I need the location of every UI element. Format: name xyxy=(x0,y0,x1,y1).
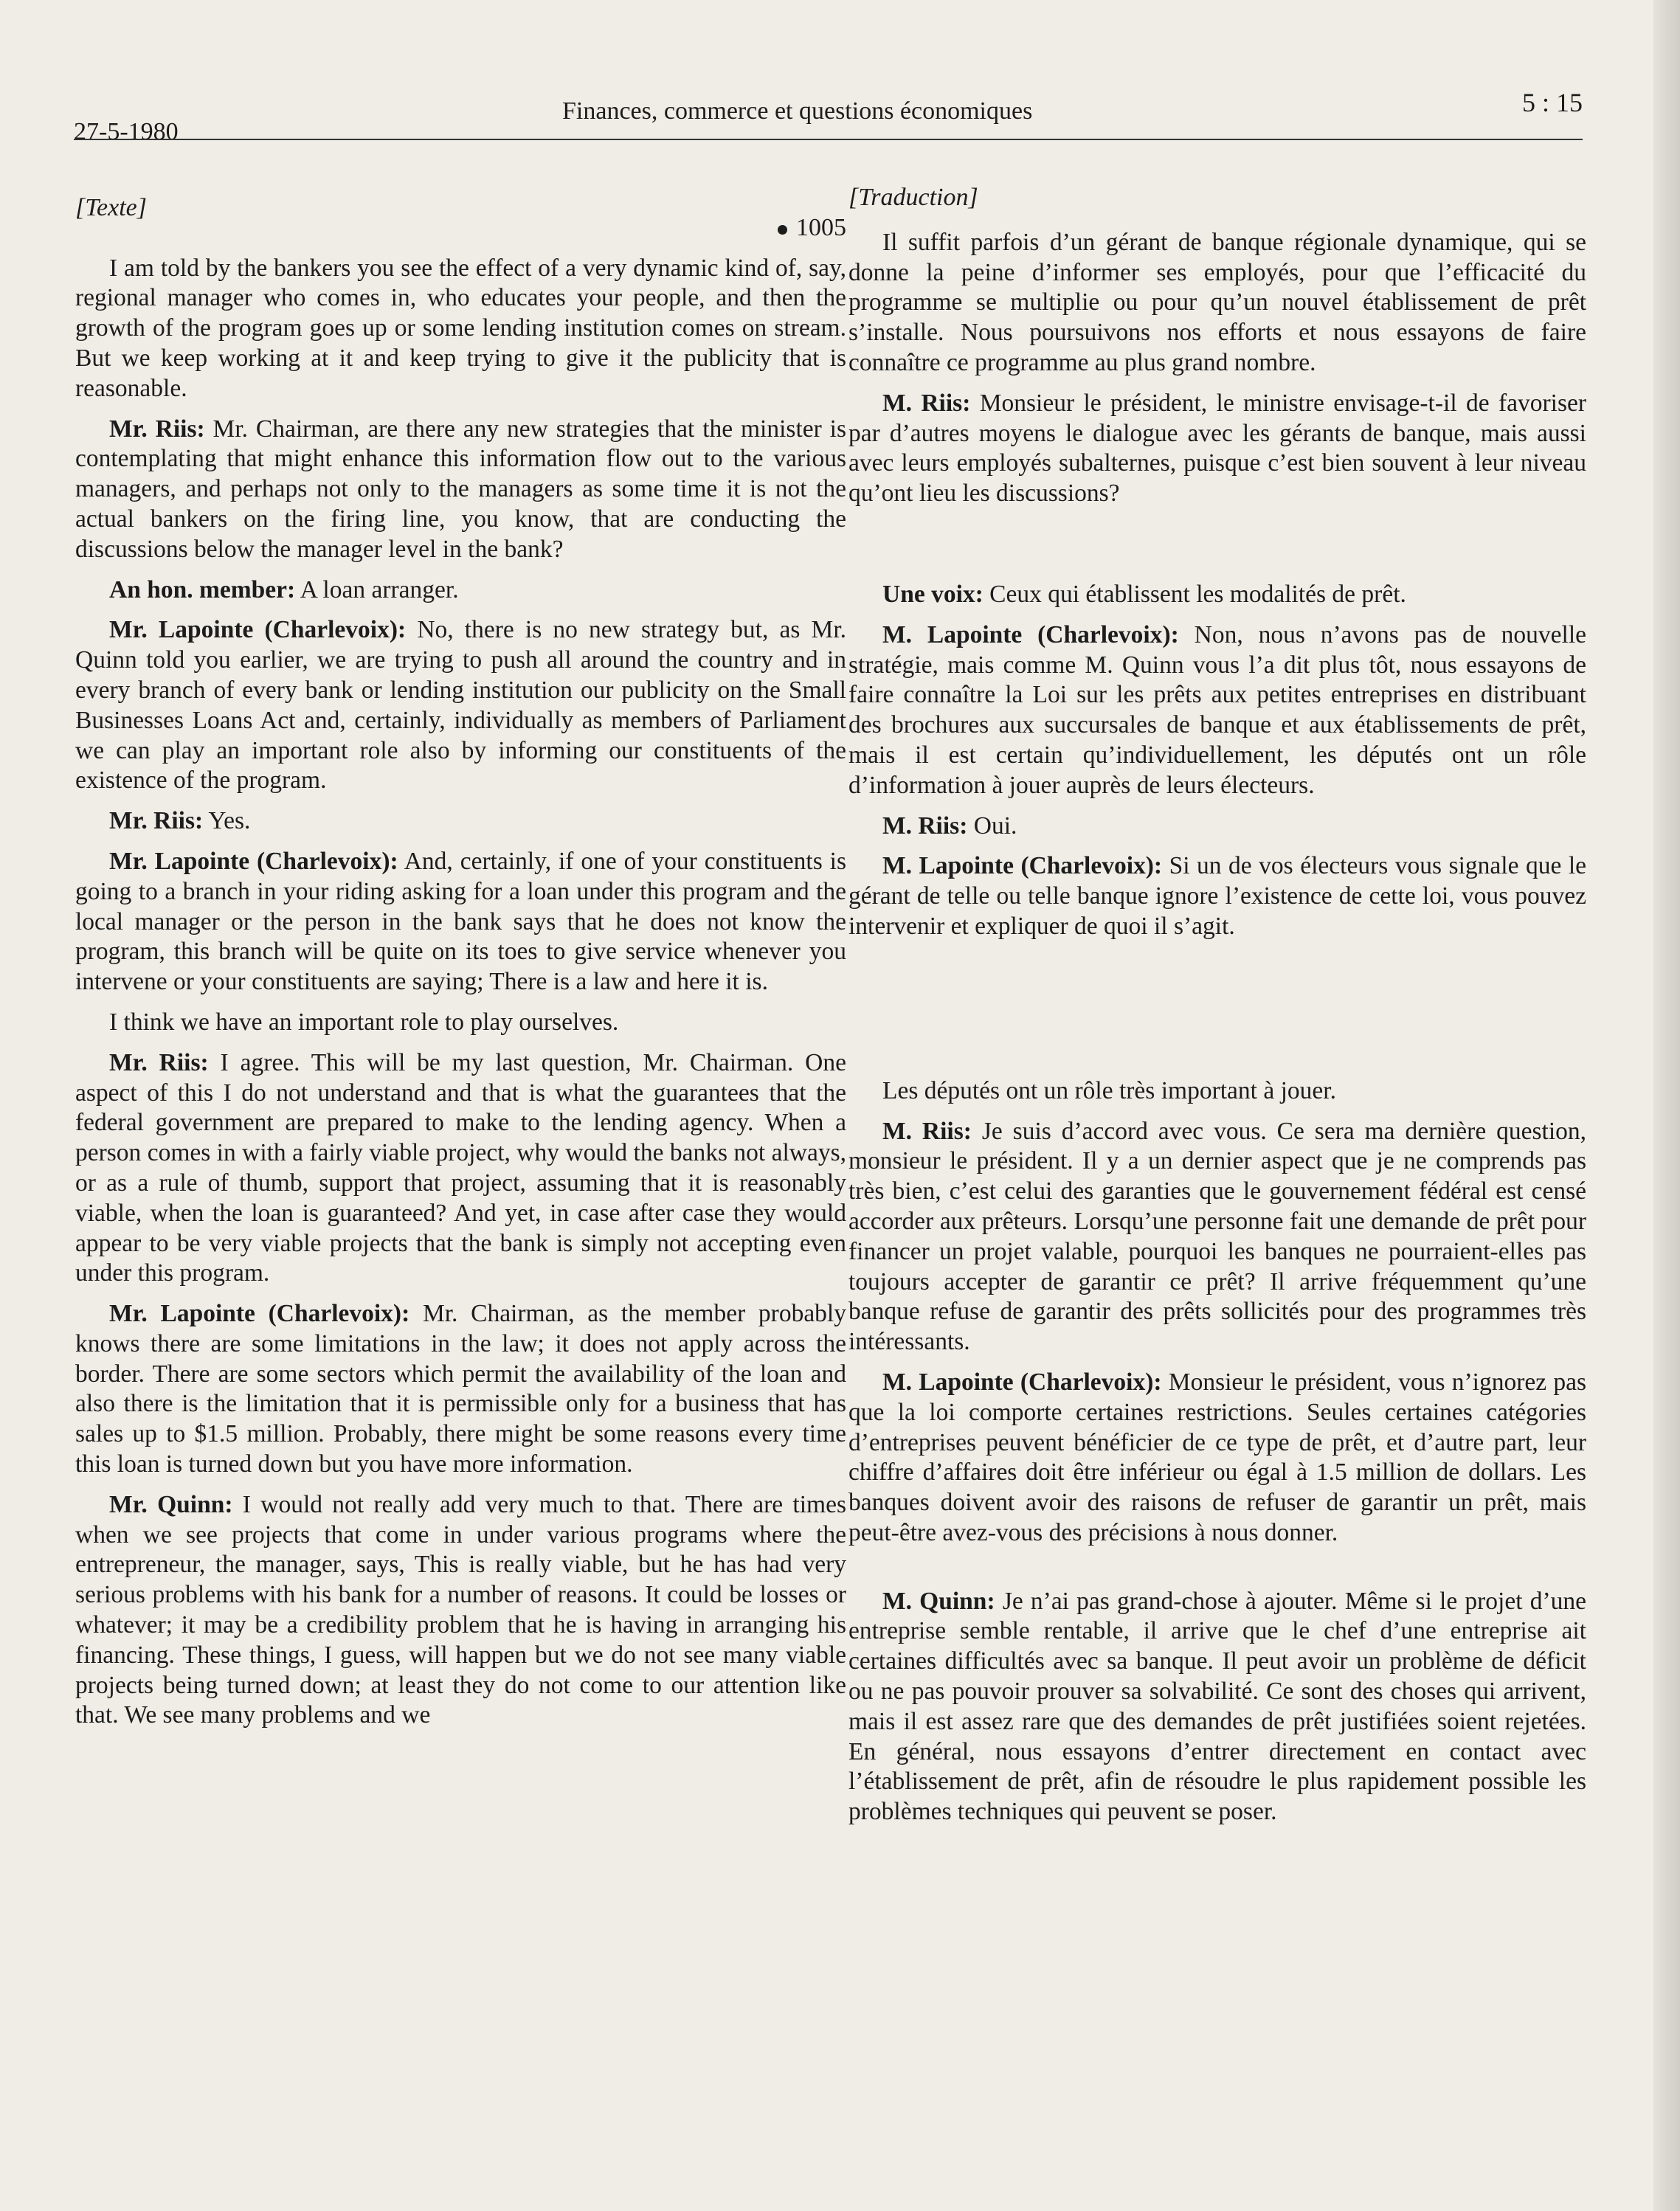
paragraph-text: I am told by the bankers you see the effect of a very dynamic kind of, say, regional manager who comes in, who educates your people, and then the growth of the program goes up or some lending institution comes on stream. But we keep working at it and keep trying to give it the publicity that is reasonable. xyxy=(75,254,846,402)
speaker-name: Mr. Lapointe (Charlevoix): xyxy=(109,847,398,875)
page-header xyxy=(74,87,1583,146)
paragraph-text: Monsieur le président, le ministre envisage-t-il de favoriser par d’autres moyens le dialogue avec les gérants de banque, mais aussi avec leurs employés subalternes, puisque c’est bien souvent à leur niveau qu’ont lieu les discussions? xyxy=(848,389,1587,508)
spacer xyxy=(848,519,1586,580)
paragraph-text: Je n’ai pas grand-chose à ajouter. Même si le projet d’une entreprise semble rentable, il arrive que le chef d’une entreprise ait certaines difficultés avec sa banque. Il peut avoir un problème de déficit ou ne pas pouvoir prouver sa solvabilité. Ce sont des choses qui arrivent, mais il est assez rare que des demandes de prêt justifiées soient rejetées. En général, nous essayons d’entrer directement en contact avec l’établissement de prêt, afin de résoudre le plus rapidement possible les problèmes techniques qui peuvent se poser. xyxy=(848,1587,1586,1826)
header-title: Finances, commerce et questions économiques xyxy=(562,97,1033,125)
bullet-icon xyxy=(778,225,787,235)
paragraph-text: Non, nous n’avons pas de nouvelle stratégie, mais comme M. Quinn vous l’a dit plus tôt, nous essayons de faire connaître la Loi sur les prêts aux petites entreprises en distribuant des brochures aux succursales de banque et aux établissements de prêt, mais il est certain qu’individuellement, les députés ont un rôle d’information à jouer auprès de leurs électeurs. xyxy=(848,620,1586,799)
paragraph-text: And, certainly, if one of your constituents is going to a branch in your riding asking for a loan under this program and the local manager or the person in the bank says that he does not know the program, this branch will be quite on its toes to give service whenever you intervene or your constituents are saying; There is a law and here it is. xyxy=(75,847,847,996)
page-edge-shadow xyxy=(1653,0,1680,2211)
timestamp-text: 1005 xyxy=(796,213,846,241)
paragraph xyxy=(848,1076,1586,1107)
speaker-name: Mr. Riis: xyxy=(109,807,204,835)
spacer xyxy=(848,1559,1586,1587)
french-block-2 xyxy=(848,580,1586,942)
paragraph-text: Mr. Chairman, as the member probably knows there are some limitations in the law; it does not apply across the border. There are some sectors which permit the availability of the loan and also there is the limitation that it is permissible only for a business that has sales up to $1.5 million. Probably, there might be some reasons every time this loan is turned down but you have more information. xyxy=(75,1300,846,1478)
paragraph-text: I agree. This will be my last question, Mr. Chairman. One aspect of this I do not understand and that is what the guarantees that the federal government are prepared to make to the lending agency. When a person comes in with a fairly viable project, why would the banks not always, or as a rule of thumb, support that project, assuming that it is reasonably viable, when the loan is guaranteed? And yet, in case after case they would appear to be very viable projects that the bank is simply not accepting even under this program. xyxy=(75,1048,846,1287)
paragraph xyxy=(75,615,846,796)
speaker-name: Mr. Riis: xyxy=(109,1048,209,1076)
column-french xyxy=(848,183,1586,1838)
paragraph-text: I think we have an important role to play ourselves. xyxy=(109,1008,619,1036)
paragraph xyxy=(848,620,1586,801)
section-label-traduction: [Traduction] xyxy=(848,184,978,211)
speaker-name: M. Lapointe (Charlevoix): xyxy=(882,1368,1162,1396)
paragraph xyxy=(848,580,1586,610)
speaker-name: Mr. Lapointe (Charlevoix): xyxy=(109,616,407,644)
speaker-name: An hon. member: xyxy=(109,575,296,603)
paragraph xyxy=(848,851,1586,941)
paragraph-text: A loan arranger. xyxy=(300,575,459,603)
english-paragraphs xyxy=(75,254,846,1731)
header-rule xyxy=(74,139,1583,140)
speaker-name: M. Lapointe (Charlevoix): xyxy=(882,852,1163,880)
paragraph-text: Monsieur le président, vous n’ignorez pas que la loi comporte certaines restrictions. Seules certaines catégories d’entreprises peuvent bénéficier de ce type de prêt, et d’autre part, leur chiffre d’affaires doit être inférieur ou égal à 1.5 million de dollars. Les banques doivent avoir des raisons de refuser de garantir un prêt, mais peut-être avez-vous des précisions à nous donner. xyxy=(848,1368,1586,1546)
paragraph-text: Il suffit parfois d’un gérant de banque régionale dynamique, qui se donne la peine d’informer ses employés, pour que l’efficacité du programme se multiplie ou pour qu’un nouvel établissement de prêt s’installe. Nous poursuivons nos efforts et nous essayons de faire connaître ce programme au plus grand nombre. xyxy=(848,228,1586,376)
paragraph xyxy=(75,1299,846,1480)
paragraph xyxy=(75,1048,846,1289)
paragraph-text: Oui. xyxy=(973,812,1017,840)
section-label-texte: [Texte] xyxy=(75,194,147,221)
paragraph xyxy=(75,575,846,606)
spacer xyxy=(848,952,1586,1076)
french-block-3 xyxy=(848,1076,1586,1549)
speaker-name: Mr. Quinn: xyxy=(109,1490,233,1518)
paragraph-text: Yes. xyxy=(208,807,251,835)
paragraph-text: Je suis d’accord avec vous. Ce sera ma dernière question, monsieur le président. Il y a un dernier aspect que je ne comprends pas très bien, c’est celui des garanties que le gouvernement fédéral est censé accorder aux prêteurs. Lorsqu’une personne fait une demande de prêt pour financer un projet valable, pourquoi les banques ne pourraient-elles pas toujours accepter de garantir ce prêt? Il arrive fréquemment qu’une banque refuse de garantir des prêts sollicités pour des programmes très intéressants. xyxy=(848,1117,1587,1356)
speaker-name: Mr. Lapointe (Charlevoix): xyxy=(109,1300,410,1328)
speaker-name: M. Riis: xyxy=(882,1117,972,1145)
french-block-4 xyxy=(848,1587,1586,1827)
paragraph xyxy=(75,806,846,837)
french-block-1 xyxy=(848,228,1586,509)
paragraph-text: Mr. Chairman, are there any new strategies that the minister is contemplating that might enhance this information flow out to the various managers, and perhaps not only to the managers as some time it is not the actual bankers on the firing line, you know, that are conducting the discussions below the manager level in the bank? xyxy=(75,415,846,563)
header-date: 27-5-1980 xyxy=(74,118,179,145)
speaker-name: Mr. Riis: xyxy=(109,415,205,443)
paragraph xyxy=(75,1008,846,1038)
timestamp-marker xyxy=(75,213,846,243)
column-english xyxy=(75,193,846,1741)
paragraph xyxy=(848,389,1586,509)
paragraph xyxy=(848,1368,1586,1549)
paragraph-text: I would not really add very much to that. There are times when we see projects that come in under various programs where the entrepreneur, the manager, says, This is really viable, but he has had very serious problems with his bank for a number of reasons. It could be losses or whatever; it may be a credibility problem that he is having in arranging his financing. These things, I guess, will happen but we do not see many viable projects being turned down; at least they do not come to our attention like that. We see many problems and we xyxy=(75,1490,846,1729)
paragraph xyxy=(848,812,1586,842)
header-page-number: 5 : 15 xyxy=(1521,88,1583,117)
paragraph xyxy=(75,254,846,404)
paragraph xyxy=(848,1587,1586,1827)
speaker-name: M. Quinn: xyxy=(882,1587,995,1615)
paragraph xyxy=(75,1490,846,1731)
paragraph-text: Ceux qui établissent les modalités de prêt. xyxy=(989,580,1406,608)
paragraph-text: Si un de vos électeurs vous signale que le gérant de telle ou telle banque ignore l’existence de cette loi, vous pouvez intervenir et expliquer de quoi il s’agit. xyxy=(848,852,1587,940)
speaker-name: M. Riis: xyxy=(882,812,968,840)
speaker-name: M. Riis: xyxy=(882,389,971,417)
paragraph-text: Les députés ont un rôle très important à jouer. xyxy=(882,1076,1336,1104)
speaker-name: Une voix: xyxy=(882,580,984,608)
paragraph-text: No, there is no new strategy but, as Mr. Quinn told you earlier, we are trying to push all around the country and in every branch of every bank or lending institution our publicity on the Small Businesses Loans Act and, certainly, individually as members of Parliament we can play an important role also by informing our constituents of the existence of the program. xyxy=(75,616,847,795)
speaker-name: M. Lapointe (Charlevoix): xyxy=(882,620,1179,648)
paragraph xyxy=(75,847,846,997)
paragraph xyxy=(75,415,846,565)
paragraph xyxy=(848,1117,1586,1357)
paragraph xyxy=(848,228,1586,378)
